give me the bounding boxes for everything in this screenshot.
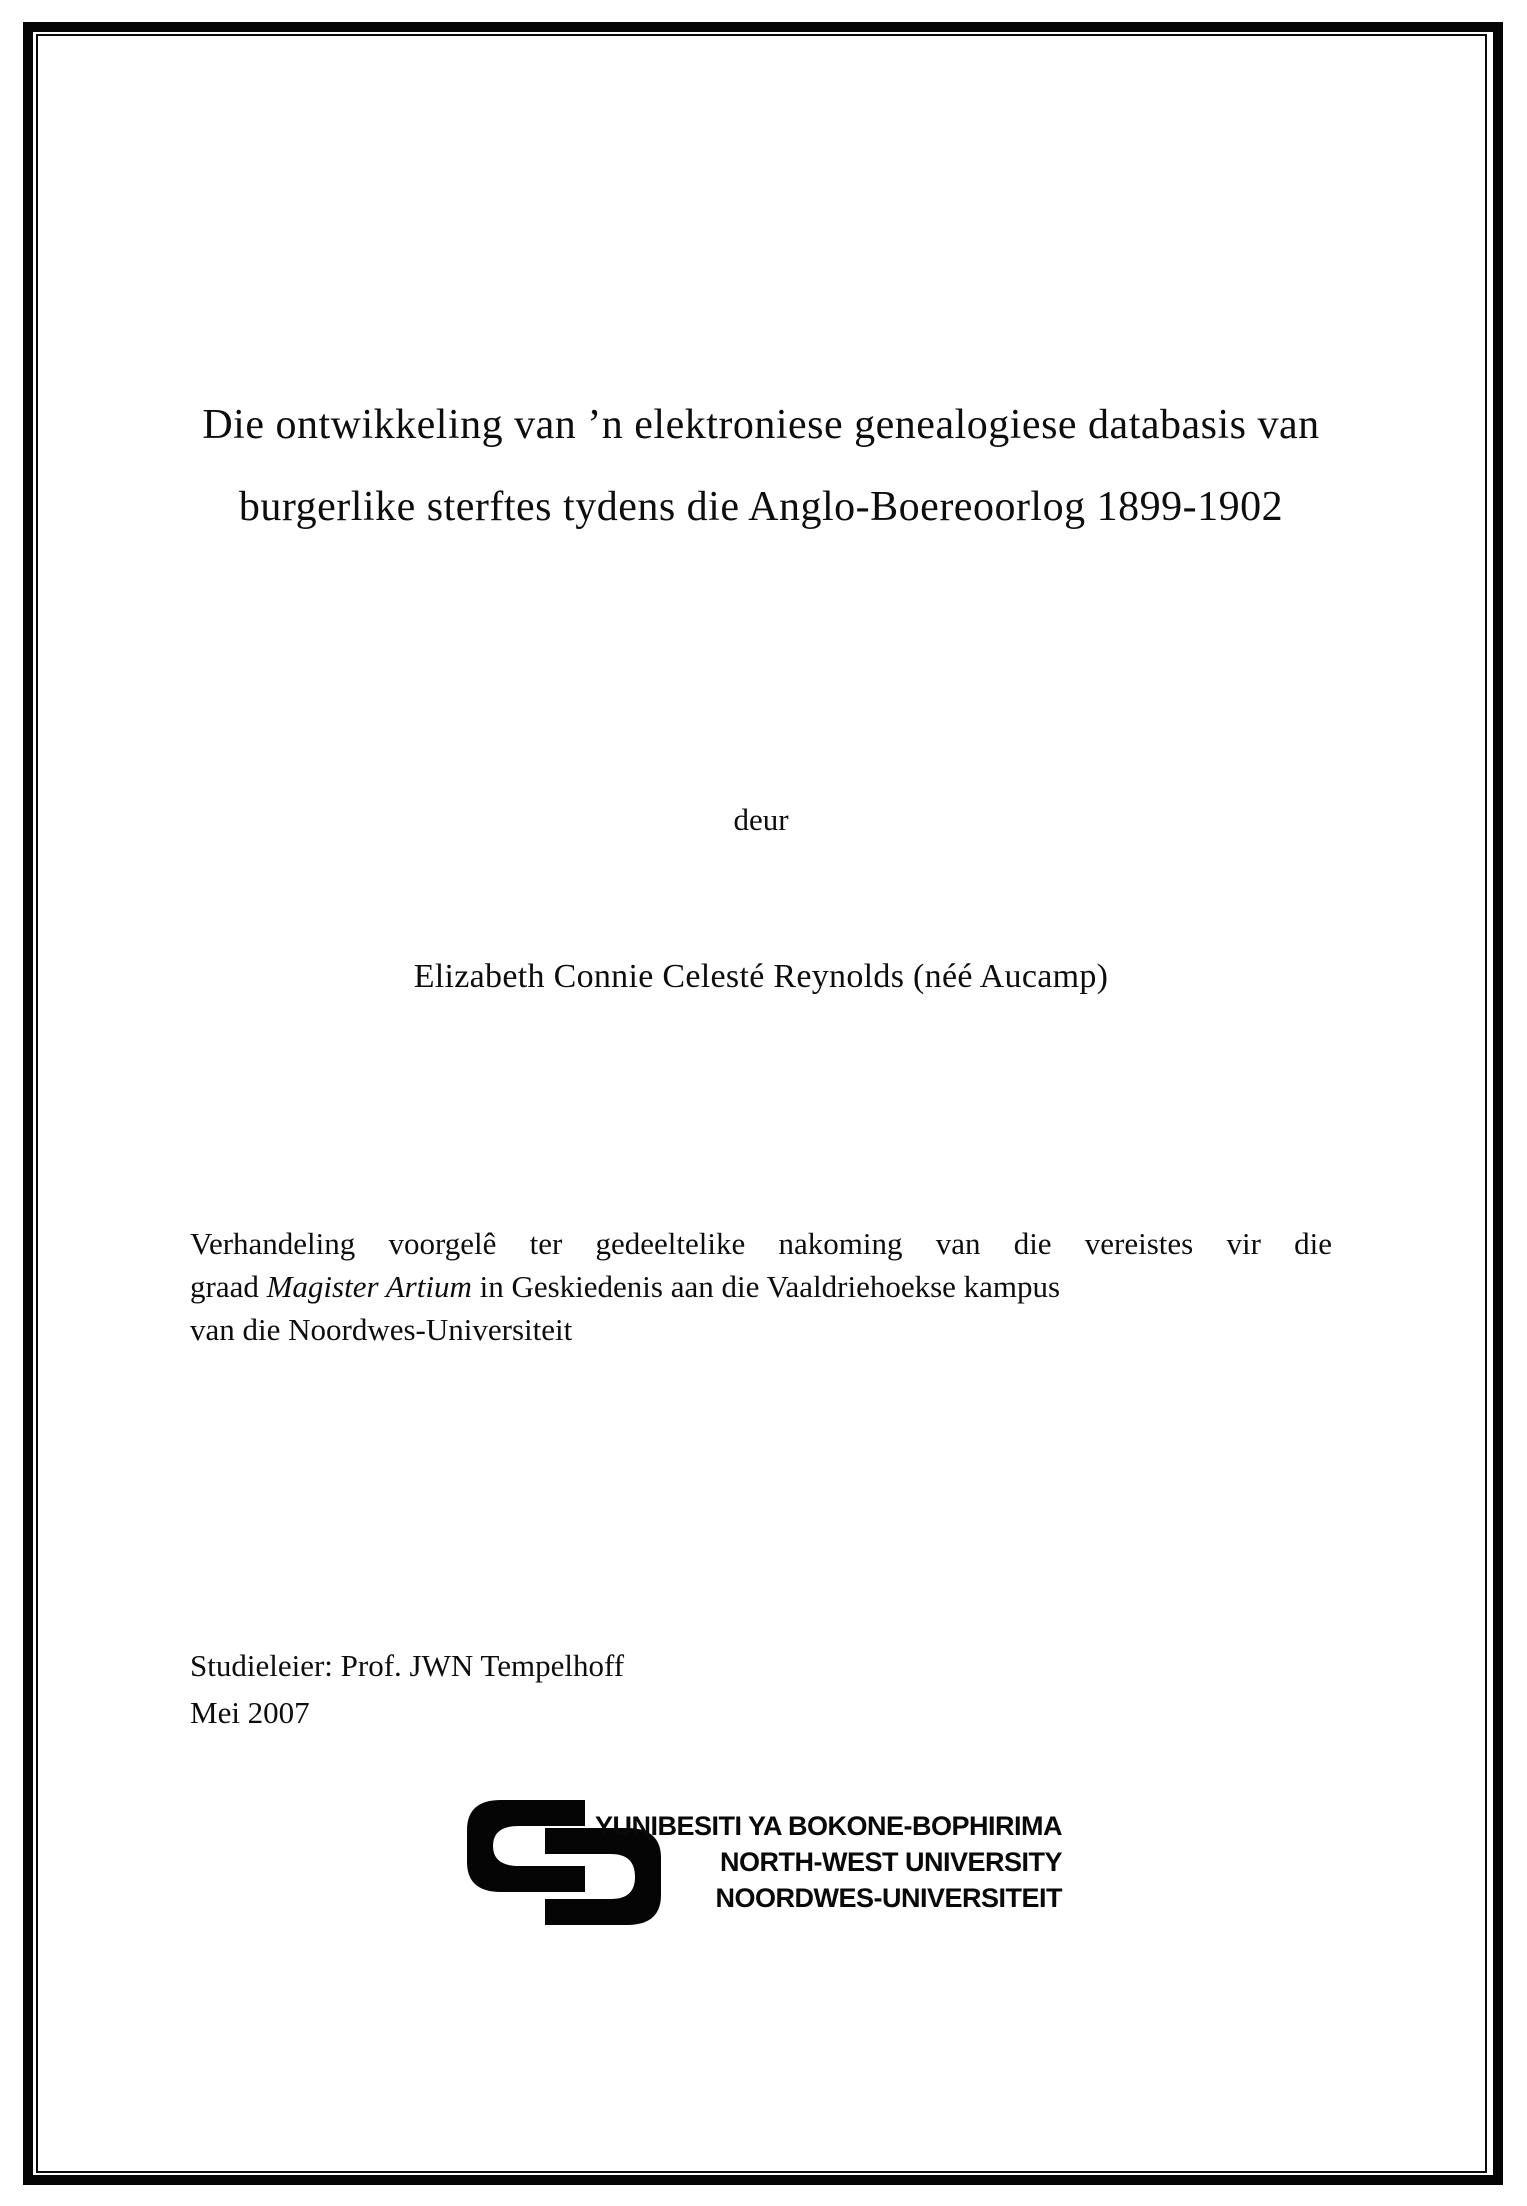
logo-line-setswana: YUNIBESITI YA BOKONE-BOPHIRIMA (594, 1811, 1062, 1841)
supervisor-block (190, 1642, 1090, 1736)
logo-line-afrikaans: NOORDWES-UNIVERSITEIT (715, 1883, 1062, 1913)
author-name: Elizabeth Connie Celesté Reynolds (néé Aucamp) (413, 958, 1109, 995)
thesis-title-line-1: Die ontwikkeling van ’n elektroniese genealogiese databasis van (202, 402, 1320, 448)
byline-deur: deur (733, 802, 789, 837)
supervisor-line: Studieleier: Prof. JWN Tempelhoff (190, 1648, 625, 1683)
degree-title-italic: Magister Artium (266, 1269, 472, 1304)
degree-statement-line-3: van die Noordwes-Universiteit (190, 1312, 573, 1347)
university-logo (467, 1798, 1127, 1968)
degree-statement-line-1: Verhandeling voorgelê ter gedeeltelike nakoming van die vereistes vir die (190, 1226, 1332, 1261)
degree-statement-line-2-suffix: in Geskiedenis aan die Vaaldriehoekse kampus (471, 1269, 1061, 1304)
thesis-title (95, 384, 1427, 548)
degree-statement-line-2 (190, 1265, 1332, 1308)
university-logo-text (587, 1808, 1062, 1916)
degree-statement (190, 1222, 1332, 1351)
thesis-title-line-2: burgerlike sterftes tydens die Anglo-Boereoorlog 1899-1902 (238, 484, 1284, 530)
degree-statement-line-2-prefix: graad (190, 1269, 267, 1304)
date-line: Mei 2007 (190, 1695, 310, 1730)
logo-line-english: NORTH-WEST UNIVERSITY (719, 1847, 1062, 1877)
